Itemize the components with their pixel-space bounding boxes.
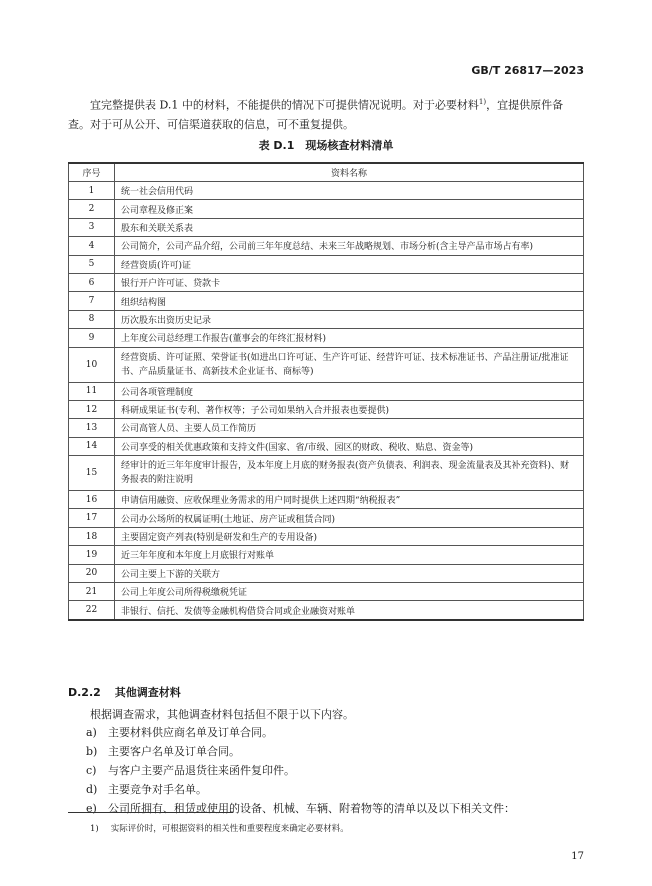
- table-row: [69, 437, 584, 455]
- table-row: [69, 329, 584, 347]
- page-number: 17: [571, 851, 584, 862]
- row-number: 15: [69, 456, 115, 491]
- footnote: [90, 822, 349, 834]
- row-number: 4: [69, 237, 115, 255]
- row-number: 17: [69, 509, 115, 527]
- section-heading: [68, 684, 181, 700]
- table-row: [69, 218, 584, 236]
- table-row: [69, 200, 584, 218]
- material-name: 科研成果证书(专利、著作权等；子公司如果纳入合并报表也要提供): [115, 400, 584, 418]
- list-item: [68, 723, 515, 742]
- row-number: 11: [69, 382, 115, 400]
- material-name: 公司简介，公司产品介绍，公司前三年年度总结、未来三年战略规划、市场分析(含主导产品市场占有率): [115, 237, 584, 255]
- list-item-text: 与客户主要产品退货往来函件复印件。: [108, 764, 295, 777]
- row-number: 9: [69, 329, 115, 347]
- table-row: [69, 456, 584, 491]
- standard-number: GB/T 26817—2023: [471, 64, 584, 77]
- row-number: 21: [69, 583, 115, 601]
- row-number: 22: [69, 601, 115, 620]
- table-row: [69, 546, 584, 564]
- table-row: [69, 527, 584, 545]
- row-number: 16: [69, 491, 115, 509]
- footnote-text: 实际评价时，可根据资料的相关性和重要程度来确定必要材料。: [110, 824, 349, 834]
- column-header-name: 资料名称: [115, 163, 584, 182]
- material-name: 上年度公司总经理工作报告(董事会的年终汇报材料): [115, 329, 584, 347]
- table-row: [69, 509, 584, 527]
- table-row: [69, 382, 584, 400]
- material-name: 公司高管人员、主要人员工作简历: [115, 419, 584, 437]
- table-row: [69, 347, 584, 382]
- row-number: 12: [69, 400, 115, 418]
- row-number: 13: [69, 419, 115, 437]
- table-row: [69, 419, 584, 437]
- table-row: [69, 237, 584, 255]
- material-name: 银行开户许可证、贷款卡: [115, 273, 584, 291]
- material-name: 公司章程及修正案: [115, 200, 584, 218]
- row-number: 3: [69, 218, 115, 236]
- table-row: [69, 273, 584, 291]
- material-name: 经营资质(许可)证: [115, 255, 584, 273]
- list-item: [68, 780, 515, 799]
- row-number: 18: [69, 527, 115, 545]
- table-row: [69, 310, 584, 328]
- table-row: [69, 491, 584, 509]
- row-number: 8: [69, 310, 115, 328]
- row-number: 14: [69, 437, 115, 455]
- table-row: [69, 564, 584, 582]
- table-row: [69, 400, 584, 418]
- survey-paragraph: 根据调查需求，其他调查材料包括但不限于以下内容。: [90, 708, 354, 721]
- survey-item-list: [68, 723, 515, 818]
- material-name: 公司主要上下游的关联方: [115, 564, 584, 582]
- list-item: [68, 742, 515, 761]
- row-number: 6: [69, 273, 115, 291]
- row-number: 20: [69, 564, 115, 582]
- list-item-text: 公司所拥有、租赁或使用的设备、机械、车辆、附着物等的清单以及以下相关文件：: [108, 802, 515, 815]
- table-row: [69, 601, 584, 620]
- material-name: 股东和关联关系表: [115, 218, 584, 236]
- material-name: 公司上年度公司所得税缴税凭证: [115, 583, 584, 601]
- material-name: 申请信用融资、应收保理业务需求的用户同时提供上述四期“纳税报表”: [115, 491, 584, 509]
- row-number: 10: [69, 347, 115, 382]
- material-name: 主要固定资产列表(特别是研发和生产的专用设备): [115, 527, 584, 545]
- row-number: 1: [69, 182, 115, 200]
- row-number: 7: [69, 292, 115, 310]
- material-name: 历次股东出资历史记录: [115, 310, 584, 328]
- table-row: [69, 292, 584, 310]
- materials-table: [68, 162, 584, 621]
- footnote-marker: 1): [90, 824, 99, 834]
- material-name: 公司各项管理制度: [115, 382, 584, 400]
- list-item: [68, 761, 515, 780]
- section-number: D.2.2: [68, 686, 101, 699]
- list-item-marker: d): [86, 783, 98, 796]
- list-item: [68, 799, 515, 818]
- material-name: 近三年年度和本年度上月底银行对账单: [115, 546, 584, 564]
- table-row: [69, 182, 584, 200]
- list-item-text: 主要材料供应商名单及订单合同。: [108, 726, 273, 739]
- list-item-marker: a): [86, 726, 97, 739]
- table-row: [69, 255, 584, 273]
- material-name: 经审计的近三年年度审计报告，及本年度上月底的财务报表(资产负债表、利润表、现金流量表及其补充资料)、财务报表的附注说明: [115, 456, 584, 491]
- section-title: 其他调查材料: [114, 686, 181, 699]
- column-header-no: 序号: [69, 163, 115, 182]
- intro-text-before: 宜完整提供表 D.1 中的材料，不能提供的情况下可提供情况说明。对于必要材料: [90, 98, 479, 112]
- list-item-marker: e): [86, 802, 97, 815]
- material-name: 公司享受的相关优惠政策和支持文件(国家、省/市级、园区的财政、税收、贴息、资金等): [115, 437, 584, 455]
- list-item-marker: b): [86, 745, 98, 758]
- row-number: 2: [69, 200, 115, 218]
- row-number: 5: [69, 255, 115, 273]
- footnote-divider: [68, 812, 233, 813]
- table-header-row: [69, 163, 584, 182]
- material-name: 统一社会信用代码: [115, 182, 584, 200]
- intro-paragraph: [68, 93, 584, 134]
- list-item-marker: c): [86, 764, 97, 777]
- row-number: 19: [69, 546, 115, 564]
- material-name: 组织结构图: [115, 292, 584, 310]
- intro-text-after: ，宜提供原件备查。对于可从公开、可信渠道获取的信息，可不重复提供。: [68, 98, 564, 131]
- material-name: 非银行、信托、发债等金融机构借贷合同或企业融资对账单: [115, 601, 584, 620]
- list-item-text: 主要竞争对手名单。: [108, 783, 207, 796]
- footnote-reference: 1): [478, 98, 487, 106]
- list-item-text: 主要客户名单及订单合同。: [108, 745, 240, 758]
- material-name: 经营资质、许可证照、荣誉证书(如进出口许可证、生产许可证、经营许可证、技术标准证书、产品注册证/批准证书、产品质量证书、高新技术企业证书、商标等): [115, 347, 584, 382]
- table-title: 表 D.1 现场核查材料清单: [258, 139, 394, 152]
- table-row: [69, 583, 584, 601]
- material-name: 公司办公场所的权属证明(土地证、房产证或租赁合同): [115, 509, 584, 527]
